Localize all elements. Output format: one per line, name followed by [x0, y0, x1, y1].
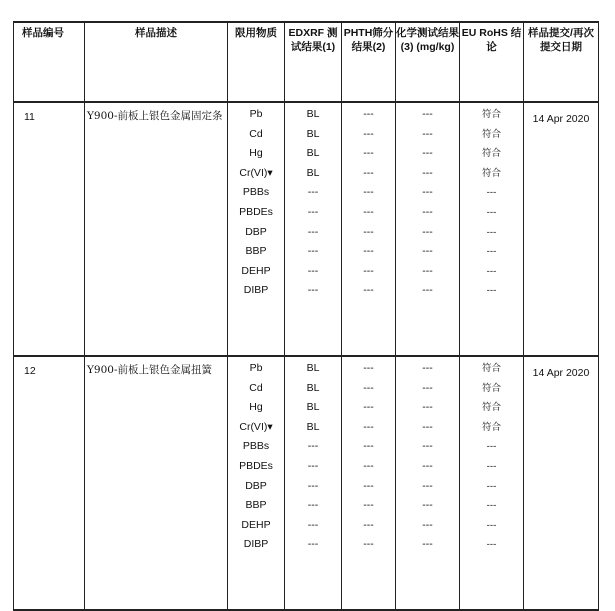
phth-result: --- — [363, 381, 374, 394]
rohs-conclusion: --- — [486, 480, 497, 492]
restricted-substance: BBP — [245, 245, 267, 258]
restricted-substance: Pb — [249, 108, 263, 120]
phth-result-column — [342, 356, 396, 610]
chem-result: --- — [422, 186, 433, 199]
edxrf-result-column — [285, 356, 342, 610]
phth-result: --- — [363, 264, 374, 277]
edxrf-result: --- — [307, 538, 319, 551]
restricted-substance: PBBs — [242, 440, 270, 453]
sample-group-row — [14, 356, 599, 610]
restricted-substance: Cr(VI)▾ — [239, 420, 273, 433]
restricted-substance: Pb — [249, 362, 263, 374]
chem-result: --- — [422, 518, 433, 531]
phth-result: --- — [363, 284, 374, 297]
edxrf-result: BL — [306, 127, 320, 140]
sample-number: 12 — [14, 356, 85, 610]
restricted-substance: PBDEs — [239, 205, 273, 218]
header-edxrf: EDXRF 测试结果(1) — [285, 22, 342, 102]
rohs-conclusion: 符合 — [481, 148, 501, 160]
rohs-conclusion: 符合 — [481, 109, 501, 120]
header-chem: 化学测试结果(3) (mg/kg) — [396, 22, 460, 102]
rohs-conclusion: --- — [486, 187, 497, 199]
edxrf-result: BL — [306, 401, 320, 414]
rohs-conclusion: 符合 — [481, 421, 501, 433]
restricted-substance: Cd — [249, 381, 263, 394]
rohs-conclusion: --- — [486, 441, 497, 453]
restricted-substance: BBP — [245, 499, 267, 512]
phth-result-column — [342, 102, 396, 356]
submission-date: 14 Apr 2020 — [524, 356, 599, 610]
phth-result: --- — [363, 538, 374, 551]
phth-result: --- — [363, 166, 374, 179]
edxrf-result: --- — [307, 284, 319, 297]
restricted-substance: DIBP — [243, 284, 269, 297]
rohs-results-table — [13, 21, 599, 611]
edxrf-result: --- — [307, 518, 319, 531]
rohs-conclusion: 符合 — [481, 382, 501, 394]
header-description: 样品描述 — [85, 22, 228, 102]
edxrf-result: BL — [306, 420, 320, 433]
phth-result: --- — [363, 440, 374, 453]
rohs-conclusion: --- — [486, 500, 497, 512]
restricted-substance: DEHP — [241, 518, 271, 531]
phth-result: --- — [363, 225, 374, 238]
edxrf-result: BL — [306, 166, 320, 179]
chem-result: --- — [422, 284, 433, 297]
sample-number: 11 — [14, 102, 85, 356]
rohs-conclusion: --- — [486, 265, 497, 277]
phth-result: --- — [363, 362, 374, 374]
chem-result: --- — [422, 166, 433, 179]
edxrf-result: --- — [307, 499, 319, 512]
rohs-conclusion: --- — [486, 246, 497, 258]
chem-result-column — [396, 356, 460, 610]
restricted-substance-column — [228, 102, 285, 356]
rohs-conclusion: 符合 — [481, 363, 501, 374]
edxrf-result: BL — [306, 381, 320, 394]
submission-date: 14 Apr 2020 — [524, 102, 599, 356]
restricted-substance: Cd — [249, 127, 263, 140]
rohs-conclusion-column — [460, 102, 524, 356]
edxrf-result: BL — [306, 147, 320, 160]
rohs-conclusion: 符合 — [481, 402, 501, 414]
chem-result: --- — [422, 499, 433, 512]
edxrf-result: BL — [306, 108, 320, 120]
phth-result: --- — [363, 499, 374, 512]
header-row — [14, 22, 599, 102]
phth-result: --- — [363, 479, 374, 492]
edxrf-result-column — [285, 102, 342, 356]
rohs-conclusion: --- — [486, 519, 497, 531]
phth-result: --- — [363, 127, 374, 140]
header-phth: PHTH筛分结果(2) — [342, 22, 396, 102]
restricted-substance: Hg — [249, 147, 263, 160]
restricted-substance: PBBs — [242, 186, 270, 199]
phth-result: --- — [363, 401, 374, 414]
edxrf-result: --- — [307, 440, 319, 453]
sample-description: Y900-前板上银色金属扭簧 — [85, 356, 228, 610]
rohs-conclusion: --- — [486, 285, 497, 297]
sample-group-row — [14, 102, 599, 356]
header-restricted-substance: 限用物质 — [228, 22, 285, 102]
chem-result: --- — [422, 205, 433, 218]
rohs-conclusion: 符合 — [481, 128, 501, 140]
restricted-substance: Hg — [249, 401, 263, 414]
phth-result: --- — [363, 420, 374, 433]
rohs-conclusion-column — [460, 356, 524, 610]
rohs-conclusion: --- — [486, 226, 497, 238]
header-sample-no: 样品编号 — [14, 22, 85, 102]
header-date: 样品提交/再次提交日期 — [524, 22, 599, 102]
phth-result: --- — [363, 459, 374, 472]
restricted-substance: DBP — [245, 225, 267, 238]
sample-description: Y900-前板上银色金属固定条 — [85, 102, 228, 356]
chem-result: --- — [422, 479, 433, 492]
chem-result: --- — [422, 225, 433, 238]
chem-result: --- — [422, 381, 433, 394]
rohs-conclusion: 符合 — [481, 167, 501, 179]
chem-result: --- — [422, 147, 433, 160]
phth-result: --- — [363, 205, 374, 218]
restricted-substance: DIBP — [243, 538, 269, 551]
chem-result: --- — [422, 538, 433, 551]
chem-result: --- — [422, 245, 433, 258]
chem-result: --- — [422, 362, 433, 374]
edxrf-result: --- — [307, 186, 319, 199]
phth-result: --- — [363, 147, 374, 160]
restricted-substance-column — [228, 356, 285, 610]
phth-result: --- — [363, 518, 374, 531]
chem-result: --- — [422, 459, 433, 472]
rohs-conclusion: --- — [486, 206, 497, 218]
restricted-substance: Cr(VI)▾ — [239, 166, 273, 179]
edxrf-result: --- — [307, 264, 319, 277]
rohs-conclusion: --- — [486, 460, 497, 472]
edxrf-result: --- — [307, 459, 319, 472]
restricted-substance: DBP — [245, 479, 267, 492]
restricted-substance: PBDEs — [239, 459, 273, 472]
header-rohs: EU RoHS 结论 — [460, 22, 524, 102]
edxrf-result: --- — [307, 479, 319, 492]
edxrf-result: --- — [307, 245, 319, 258]
phth-result: --- — [363, 108, 374, 120]
restricted-substance: DEHP — [241, 264, 271, 277]
edxrf-result: --- — [307, 205, 319, 218]
chem-result: --- — [422, 108, 433, 120]
phth-result: --- — [363, 186, 374, 199]
chem-result: --- — [422, 420, 433, 433]
chem-result-column — [396, 102, 460, 356]
phth-result: --- — [363, 245, 374, 258]
edxrf-result: BL — [306, 362, 320, 374]
rohs-conclusion: --- — [486, 539, 497, 551]
chem-result: --- — [422, 440, 433, 453]
chem-result: --- — [422, 264, 433, 277]
edxrf-result: --- — [307, 225, 319, 238]
chem-result: --- — [422, 401, 433, 414]
chem-result: --- — [422, 127, 433, 140]
